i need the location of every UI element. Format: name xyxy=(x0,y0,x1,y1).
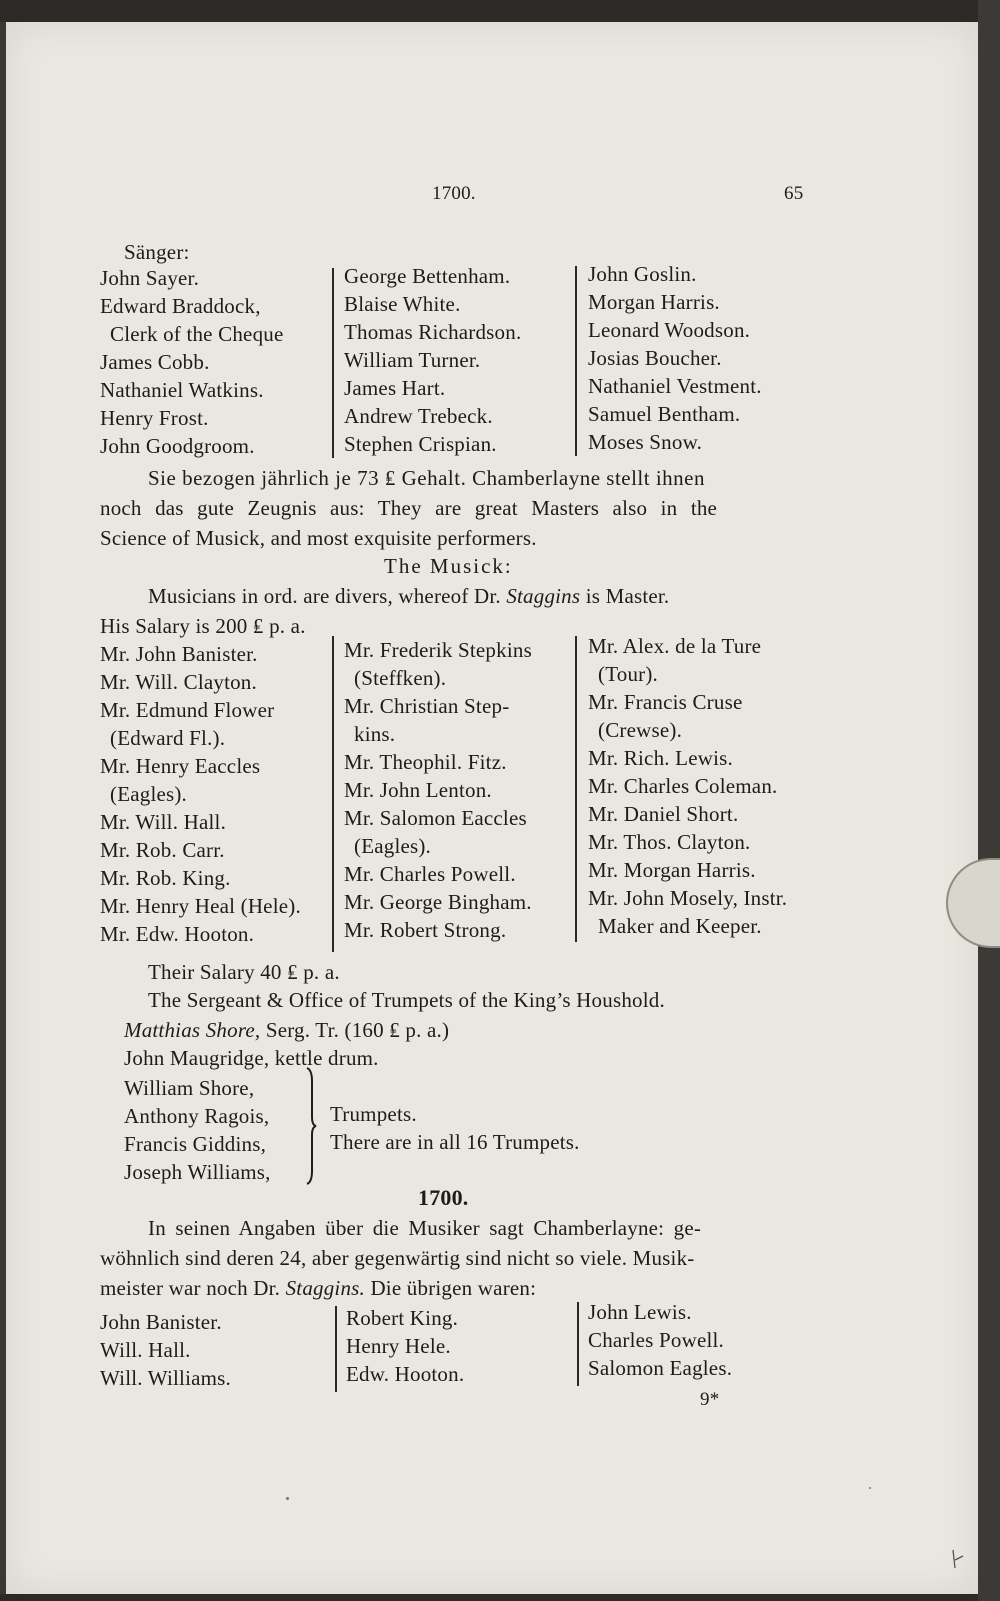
musician-name: Mr. Robert Strong. xyxy=(344,918,507,942)
musician-name: John Banister. xyxy=(100,1310,222,1334)
musician-name: Mr. Charles Powell. xyxy=(344,862,516,886)
musician-name: Mr. Christian Step- xyxy=(344,694,510,718)
musician-name: (Eagles). xyxy=(110,782,188,806)
musician-name: Mr. Thos. Clayton. xyxy=(588,830,751,854)
singer-name: Nathaniel Vestment. xyxy=(588,374,762,398)
running-head-year: 1700. xyxy=(432,183,476,204)
musician-name: Mr. Will. Clayton. xyxy=(100,670,257,694)
column-divider xyxy=(575,636,577,942)
paragraph-text: meister war noch Dr. xyxy=(100,1276,281,1300)
signature-mark: 9* xyxy=(700,1389,720,1410)
paragraph-line: wöhnlich sind deren 24, aber gegenwärtig sind nicht so viele. Musik- xyxy=(100,1246,695,1270)
musician-name: kins. xyxy=(354,722,396,746)
musician-name: Mr. Theophil. Fitz. xyxy=(344,750,507,774)
musicians-line-text: is Master. xyxy=(585,584,670,608)
kettle-drum-line: John Maugridge, kettle drum. xyxy=(124,1046,379,1070)
musicians-column-2 xyxy=(344,636,532,944)
singer-name: William Turner. xyxy=(344,348,481,372)
musician-name: Mr. Morgan Harris. xyxy=(588,858,756,882)
musician-name: (Steffken). xyxy=(354,666,447,690)
column-divider xyxy=(332,636,334,952)
sergeant-name: Matthias Shore, xyxy=(124,1018,261,1042)
trumpets-heading: The Sergeant & Office of Trumpets of the King’s Houshold. xyxy=(148,988,665,1012)
singer-name: Morgan Harris. xyxy=(588,290,720,314)
sergeant-detail: Serg. Tr. (160 ₤ p. a.) xyxy=(265,1018,450,1042)
musician-name: (Tour). xyxy=(598,662,658,686)
trumpets-note: There are in all 16 Trumpets. xyxy=(330,1130,580,1154)
singers-column-1 xyxy=(100,264,284,460)
musician-name: Mr. Francis Cruse xyxy=(588,690,743,714)
trumpeter-name: Francis Giddins, xyxy=(124,1132,267,1156)
singer-name: Samuel Bentham. xyxy=(588,402,741,426)
paragraph-line: Sie bezogen jährlich je 73 ₤ Gehalt. Chamberlayne stellt ihnen xyxy=(148,466,706,490)
singer-name: James Cobb. xyxy=(100,350,210,374)
musician-name: Mr. John Mosely, Instr. xyxy=(588,886,788,910)
musician-name: Mr. Rob. King. xyxy=(100,866,231,890)
list-1700-column-2 xyxy=(346,1304,464,1388)
musician-name: Mr. Henry Eaccles xyxy=(100,754,261,778)
musician-name: Mr. John Banister. xyxy=(100,642,258,666)
paragraph-text: Die übrigen waren: xyxy=(370,1276,537,1300)
paragraph-line xyxy=(100,1274,536,1302)
singer-name: Nathaniel Watkins. xyxy=(100,378,264,402)
salary-line: His Salary is 200 ₤ p. a. xyxy=(100,614,306,638)
musician-name: Edw. Hooton. xyxy=(346,1362,465,1386)
musician-name: Salomon Eagles. xyxy=(588,1356,733,1380)
musician-name: (Edward Fl.). xyxy=(110,726,226,750)
singer-name: Josias Boucher. xyxy=(588,346,722,370)
singers-heading: Sänger: xyxy=(124,240,190,264)
column-divider xyxy=(332,268,334,458)
musician-name: Mr. Henry Heal (Hele). xyxy=(100,894,301,918)
singer-name: Stephen Crispian. xyxy=(344,432,497,456)
singers-column-3 xyxy=(588,260,762,456)
musician-name: Mr. John Lenton. xyxy=(344,778,492,802)
paragraph-line: noch das gute Zeugnis aus: They are great Masters also in the xyxy=(100,496,718,520)
singer-name: Thomas Richardson. xyxy=(344,320,522,344)
musician-name: Mr. Will. Hall. xyxy=(100,810,227,834)
musician-name: Mr. Alex. de la Ture xyxy=(588,634,762,658)
musicians-column-1 xyxy=(100,640,301,948)
trumpeters-list xyxy=(124,1074,271,1186)
year-heading: 1700. xyxy=(418,1185,469,1210)
singer-name: Henry Frost. xyxy=(100,406,209,430)
trumpets-label: Trumpets. xyxy=(330,1102,417,1126)
singer-name: Clerk of the Cheque xyxy=(110,322,284,346)
musicians-line xyxy=(148,582,669,610)
master-name: Staggins xyxy=(506,584,581,608)
singer-name: Andrew Trebeck. xyxy=(344,404,493,428)
trumpeter-name: Joseph Williams, xyxy=(124,1160,271,1184)
trumpeter-name: Anthony Ragois, xyxy=(124,1104,270,1128)
paper-speck xyxy=(869,1487,871,1489)
paragraph-line: In seinen Angaben über die Musiker sagt Chamberlayne: ge- xyxy=(148,1216,702,1240)
brace-icon xyxy=(305,1067,317,1185)
singer-name: Leonard Woodson. xyxy=(588,318,751,342)
musician-name: Will. Hall. xyxy=(100,1338,191,1362)
their-salary: Their Salary 40 ₤ p. a. xyxy=(148,960,340,984)
list-1700-column-1 xyxy=(100,1308,231,1392)
musicians-column-3 xyxy=(588,632,787,940)
musician-name: Mr. Edmund Flower xyxy=(100,698,275,722)
singer-name: Moses Snow. xyxy=(588,430,703,454)
column-divider xyxy=(577,1302,579,1386)
musician-name: Will. Williams. xyxy=(100,1366,231,1390)
list-1700-column-3 xyxy=(588,1298,732,1382)
musician-name: Robert King. xyxy=(346,1306,459,1330)
musician-name: Mr. Frederik Stepkins xyxy=(344,638,532,662)
trumpeter-name: William Shore, xyxy=(124,1076,255,1100)
page-right-edge xyxy=(978,0,1000,1601)
musician-name: Mr. Salomon Eaccles xyxy=(344,806,527,830)
musicians-line-text: Musicians in ord. are divers, whereof Dr. xyxy=(148,584,501,608)
column-divider xyxy=(575,266,577,456)
singer-name: George Bettenham. xyxy=(344,264,511,288)
singer-name: Edward Braddock, xyxy=(100,294,261,318)
singer-name: John Goslin. xyxy=(588,262,697,286)
section-heading-musick: The Musick: xyxy=(384,554,513,578)
master-name: Staggins. xyxy=(285,1276,365,1300)
musician-name: (Eagles). xyxy=(354,834,432,858)
column-divider xyxy=(335,1306,337,1392)
musician-name: Mr. Daniel Short. xyxy=(588,802,739,826)
musician-name: Mr. George Bingham. xyxy=(344,890,532,914)
musician-name: Charles Powell. xyxy=(588,1328,724,1352)
musician-name: Mr. Edw. Hooton. xyxy=(100,922,255,946)
sergeant-line xyxy=(124,1016,449,1044)
singers-column-2 xyxy=(344,262,521,458)
musician-name: Maker and Keeper. xyxy=(598,914,762,938)
musician-name: John Lewis. xyxy=(588,1300,692,1324)
singer-name: John Goodgroom. xyxy=(100,434,255,458)
page-number: 65 xyxy=(784,183,804,204)
singer-name: Blaise White. xyxy=(344,292,461,316)
paper-speck xyxy=(286,1497,289,1500)
musician-name: Mr. Rich. Lewis. xyxy=(588,746,733,770)
musician-name: Henry Hele. xyxy=(346,1334,451,1358)
singer-name: James Hart. xyxy=(344,376,446,400)
musician-name: Mr. Rob. Carr. xyxy=(100,838,225,862)
musician-name: (Crewse). xyxy=(598,718,683,742)
pencil-mark-icon xyxy=(950,1548,966,1570)
singer-name: John Sayer. xyxy=(100,266,200,290)
musician-name: Mr. Charles Coleman. xyxy=(588,774,778,798)
paragraph-line: Science of Musick, and most exquisite performers. xyxy=(100,526,537,550)
